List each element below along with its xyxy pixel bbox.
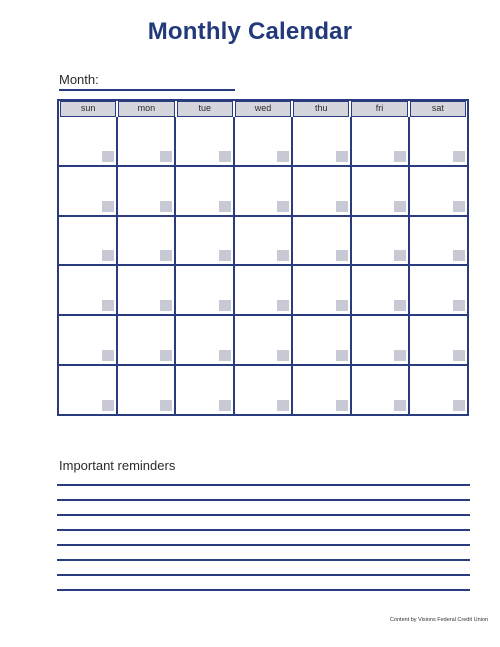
reminder-line[interactable] bbox=[57, 544, 470, 546]
day-cell[interactable] bbox=[410, 217, 467, 265]
day-cell[interactable] bbox=[293, 117, 350, 165]
date-number-box[interactable] bbox=[453, 250, 465, 261]
weekday-sat: sat bbox=[410, 101, 466, 117]
date-number-box[interactable] bbox=[394, 151, 406, 162]
date-number-box[interactable] bbox=[394, 201, 406, 212]
date-number-box[interactable] bbox=[277, 350, 289, 361]
date-number-box[interactable] bbox=[336, 201, 348, 212]
day-cell[interactable] bbox=[118, 167, 175, 215]
day-cell[interactable] bbox=[410, 316, 467, 364]
day-cell[interactable] bbox=[235, 167, 292, 215]
day-cell[interactable] bbox=[59, 316, 116, 364]
date-number-box[interactable] bbox=[453, 350, 465, 361]
date-number-box[interactable] bbox=[277, 250, 289, 261]
day-cell[interactable] bbox=[118, 366, 175, 414]
date-number-box[interactable] bbox=[102, 151, 114, 162]
reminder-line[interactable] bbox=[57, 559, 470, 561]
day-cell[interactable] bbox=[118, 266, 175, 314]
day-cell[interactable] bbox=[59, 117, 116, 165]
day-cells bbox=[59, 117, 467, 414]
day-cell[interactable] bbox=[59, 217, 116, 265]
month-input-line[interactable] bbox=[59, 89, 235, 91]
reminders-label: Important reminders bbox=[59, 458, 176, 473]
reminder-line[interactable] bbox=[57, 514, 470, 516]
date-number-box[interactable] bbox=[336, 400, 348, 411]
date-number-box[interactable] bbox=[277, 300, 289, 311]
reminder-line[interactable] bbox=[57, 574, 470, 576]
day-cell[interactable] bbox=[235, 217, 292, 265]
date-number-box[interactable] bbox=[160, 400, 172, 411]
day-cell[interactable] bbox=[410, 266, 467, 314]
date-number-box[interactable] bbox=[394, 400, 406, 411]
weekday-wed: wed bbox=[235, 101, 291, 117]
day-cell[interactable] bbox=[352, 117, 409, 165]
weekday-mon: mon bbox=[118, 101, 174, 117]
day-cell[interactable] bbox=[176, 316, 233, 364]
page-title: Monthly Calendar bbox=[147, 18, 353, 45]
date-number-box[interactable] bbox=[102, 250, 114, 261]
reminder-line[interactable] bbox=[57, 499, 470, 501]
date-number-box[interactable] bbox=[219, 400, 231, 411]
date-number-box[interactable] bbox=[219, 250, 231, 261]
calendar-grid bbox=[57, 99, 469, 416]
day-cell[interactable] bbox=[352, 217, 409, 265]
date-number-box[interactable] bbox=[160, 300, 172, 311]
date-number-box[interactable] bbox=[160, 350, 172, 361]
day-cell[interactable] bbox=[352, 316, 409, 364]
date-number-box[interactable] bbox=[219, 350, 231, 361]
day-cell[interactable] bbox=[293, 266, 350, 314]
date-number-box[interactable] bbox=[277, 201, 289, 212]
day-cell[interactable] bbox=[176, 266, 233, 314]
date-number-box[interactable] bbox=[336, 151, 348, 162]
weekday-tue: tue bbox=[177, 101, 233, 117]
date-number-box[interactable] bbox=[102, 201, 114, 212]
date-number-box[interactable] bbox=[277, 151, 289, 162]
credit-text: Content by Visions Federal Credit Union bbox=[389, 617, 488, 623]
weekday-fri: fri bbox=[351, 101, 407, 117]
date-number-box[interactable] bbox=[219, 151, 231, 162]
date-number-box[interactable] bbox=[219, 300, 231, 311]
weekday-sun: sun bbox=[60, 101, 116, 117]
day-cell[interactable] bbox=[118, 117, 175, 165]
day-cell[interactable] bbox=[293, 316, 350, 364]
day-cell[interactable] bbox=[118, 316, 175, 364]
date-number-box[interactable] bbox=[336, 350, 348, 361]
day-cell[interactable] bbox=[235, 266, 292, 314]
day-cell[interactable] bbox=[410, 366, 467, 414]
day-cell[interactable] bbox=[59, 266, 116, 314]
date-number-box[interactable] bbox=[394, 300, 406, 311]
day-cell[interactable] bbox=[410, 167, 467, 215]
day-cell[interactable] bbox=[352, 167, 409, 215]
reminder-line[interactable] bbox=[57, 589, 470, 591]
day-cell[interactable] bbox=[176, 167, 233, 215]
day-cell[interactable] bbox=[176, 117, 233, 165]
date-number-box[interactable] bbox=[336, 300, 348, 311]
date-number-box[interactable] bbox=[219, 201, 231, 212]
date-number-box[interactable] bbox=[160, 151, 172, 162]
day-cell[interactable] bbox=[235, 366, 292, 414]
day-cell[interactable] bbox=[352, 266, 409, 314]
date-number-box[interactable] bbox=[453, 151, 465, 162]
date-number-box[interactable] bbox=[277, 400, 289, 411]
date-number-box[interactable] bbox=[394, 250, 406, 261]
reminder-line[interactable] bbox=[57, 529, 470, 531]
day-cell[interactable] bbox=[176, 366, 233, 414]
date-number-box[interactable] bbox=[160, 250, 172, 261]
date-number-box[interactable] bbox=[102, 350, 114, 361]
day-cell[interactable] bbox=[293, 217, 350, 265]
date-number-box[interactable] bbox=[453, 201, 465, 212]
day-cell[interactable] bbox=[235, 117, 292, 165]
weekday-thu: thu bbox=[293, 101, 349, 117]
day-cell[interactable] bbox=[293, 366, 350, 414]
day-cell[interactable] bbox=[176, 217, 233, 265]
day-cell[interactable] bbox=[235, 316, 292, 364]
day-cell[interactable] bbox=[410, 117, 467, 165]
date-number-box[interactable] bbox=[102, 300, 114, 311]
date-number-box[interactable] bbox=[453, 300, 465, 311]
day-cell[interactable] bbox=[293, 167, 350, 215]
weekday-header bbox=[59, 101, 467, 117]
date-number-box[interactable] bbox=[160, 201, 172, 212]
day-cell[interactable] bbox=[118, 217, 175, 265]
month-label: Month: bbox=[59, 72, 99, 87]
date-number-box[interactable] bbox=[394, 350, 406, 361]
reminder-line[interactable] bbox=[57, 484, 470, 486]
day-cell[interactable] bbox=[352, 366, 409, 414]
date-number-box[interactable] bbox=[336, 250, 348, 261]
day-cell[interactable] bbox=[59, 167, 116, 215]
date-number-box[interactable] bbox=[453, 400, 465, 411]
day-cell[interactable] bbox=[59, 366, 116, 414]
date-number-box[interactable] bbox=[102, 400, 114, 411]
